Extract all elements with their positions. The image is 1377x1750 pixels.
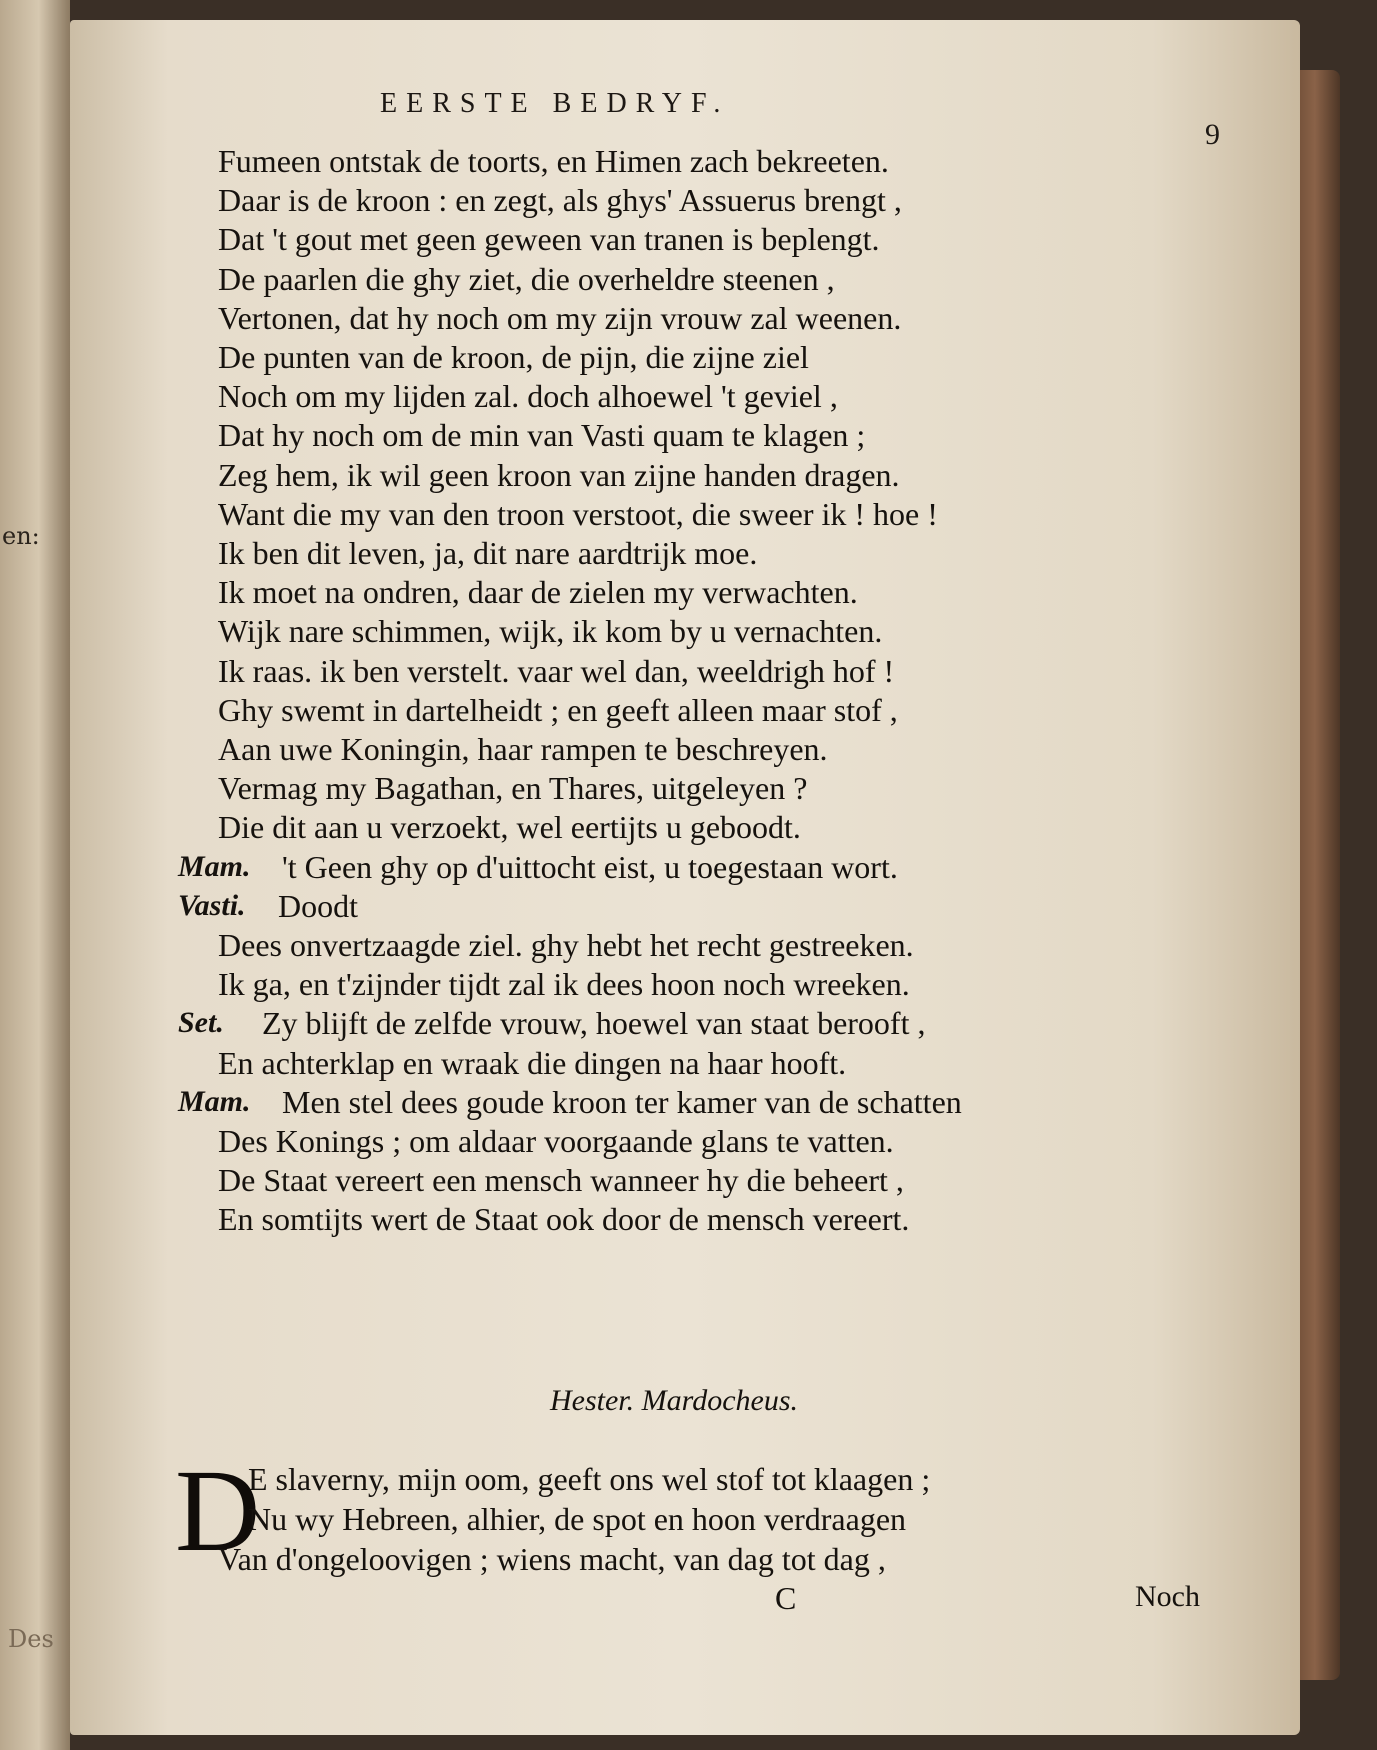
verse-line: 't Geen ghy op d'uittocht eist, u toegestaan wort. — [282, 849, 898, 885]
scene-line: E slaverny, mijn oom, geeft ons wel stof tot klaagen ; — [248, 1461, 931, 1497]
verse-line: En achterklap en wraak die dingen na haar hooft. — [218, 1045, 847, 1081]
verse-line: Vermag my Bagathan, en Thares, uitgeleyen ? — [218, 770, 808, 806]
verse-line: Wijk nare schimmen, wijk, ik kom by u vernachten. — [218, 613, 883, 649]
signature-mark: C — [775, 1580, 797, 1616]
scene-line: Nu wy Hebreen, alhier, de spot en hoon verdraagen — [248, 1501, 907, 1537]
drop-capital: D — [175, 1445, 261, 1576]
running-head: EERSTE BEDRYF. — [380, 88, 730, 119]
verse-line: En somtijts wert de Staat ook door de mensch vereert. — [218, 1201, 910, 1237]
speaker-label: Set. — [178, 1006, 224, 1039]
verse-line: Ik raas. ik ben verstelt. vaar wel dan, weeldrigh hof ! — [218, 653, 895, 689]
facing-page-edge — [0, 0, 70, 1750]
verse-line: De Staat vereert een mensch wanneer hy die beheert , — [218, 1162, 904, 1198]
verse-line: De paarlen die ghy ziet, die overheldre steenen , — [218, 261, 835, 297]
verse-line: Vertonen, dat hy noch om my zijn vrouw zal weenen. — [218, 300, 902, 336]
verse-line: Dat hy noch om de min van Vasti quam te klagen ; — [218, 417, 866, 453]
verse-line: Want die my van den troon verstoot, die sweer ik ! hoe ! — [218, 496, 938, 532]
speaker-label: Vasti. — [178, 889, 246, 922]
verse-line: Ik ga, en t'zijnder tijdt zal ik dees hoon noch wreeken. — [218, 966, 910, 1002]
verse-line: Men stel dees goude kroon ter kamer van de schatten — [282, 1084, 962, 1120]
speaker-label: Mam. — [178, 1085, 251, 1118]
catchword: Noch — [1135, 1580, 1200, 1613]
verse-line: Dees onvertzaagde ziel. ghy hebt het recht gestreeken. — [218, 927, 914, 963]
page-number: 9 — [1205, 118, 1220, 151]
verse-line: Noch om my lijden zal. doch alhoewel 't geviel , — [218, 378, 838, 414]
verse-line: Aan uwe Koningin, haar rampen te beschreyen. — [218, 731, 828, 767]
verse-line: De punten van de kroon, de pijn, die zijne ziel — [218, 339, 809, 375]
scene-heading: Hester. Mardocheus. — [550, 1384, 799, 1417]
scene-line: Van d'ongeloovigen ; wiens macht, van dag tot dag , — [218, 1541, 886, 1577]
verse-line: Des Konings ; om aldaar voorgaande glans te vatten. — [218, 1123, 894, 1159]
facing-page-fragment: en: — [2, 522, 40, 550]
verse-line: Fumeen ontstak de toorts, en Himen zach bekreeten. — [218, 143, 889, 179]
speaker-label: Mam. — [178, 850, 251, 883]
verse-line: Ik ben dit leven, ja, dit nare aardtrijk moe. — [218, 535, 758, 571]
facing-page-fragment-bottom: Des — [8, 1625, 54, 1653]
verse-line: Die dit aan u verzoekt, wel eertijts u geboodt. — [218, 809, 801, 845]
verse-line: Zeg hem, ik wil geen kroon van zijne handen dragen. — [218, 457, 900, 493]
verse-line: Ghy swemt in dartelheidt ; en geeft alleen maar stof , — [218, 692, 898, 728]
verse-line: Ik moet na ondren, daar de zielen my verwachten. — [218, 574, 858, 610]
verse-line: Doodt — [278, 888, 358, 924]
verse-line: Daar is de kroon : en zegt, als ghys' Assuerus brengt , — [218, 182, 902, 218]
verse-line: Zy blijft de zelfde vrouw, hoewel van staat berooft , — [262, 1005, 926, 1041]
verse-line: Dat 't gout met geen geween van tranen is beplengt. — [218, 221, 880, 257]
